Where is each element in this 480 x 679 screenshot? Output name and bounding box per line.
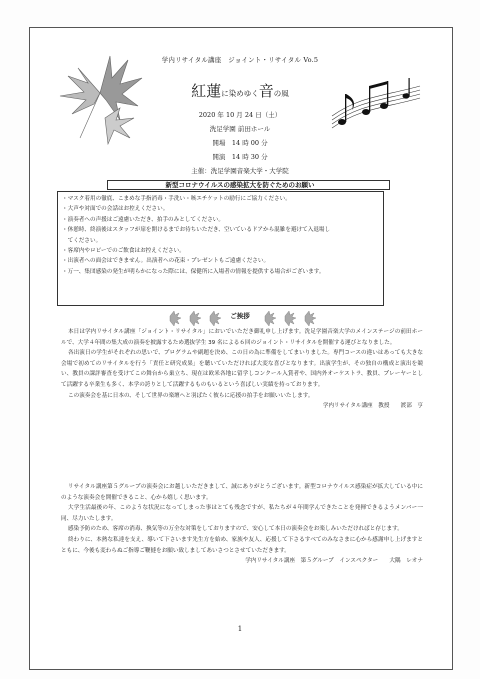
- greeting-paragraph: この演奏会を基に日本の、そして世界の楽壇へと羽ばたく彼らに応援の拍手をお願いいたします。: [68, 392, 314, 399]
- notice-heading: 新型コロナウイルスの感染拡大を防ぐためのお願い: [165, 181, 315, 189]
- greeting-heading: ご挨拶: [230, 312, 250, 320]
- notice-item: ・万一、集団感染の発生が明らかになった際には、保健所に入場者の情報を提供する場合がございます。: [62, 268, 325, 275]
- page-number: 1: [237, 625, 243, 633]
- greeting-paragraph: 各出演日の学生がそれぞれの思いで、プログラムや副題を決め、この日の為に準備をしてまいりました。専門コースの違いはあっても大きな会場で初めてのリサイタルを行う「責任と研究成果」を聴いていただければ大変な喜びとなります。出演学生が、その独自の構成と演出を競い、教員の課評審査を受けてこの舞台から巣立ち、現在は欧米各地に留学しコンクール入賞者や、国内外オーケストラ、教員、プレーヤーとして活躍する卒業生も多く、本学の誇りとして活躍するものもいるという喜ばしい実績を持っております。: [61, 350, 423, 388]
- greeting-body: [61, 327, 423, 412]
- greeting-signature: 学内リサイタル講座 教授 渡部 亨: [322, 403, 423, 410]
- event-start-time: 開演 14 時 30 分: [212, 153, 268, 161]
- concert-title: [0, 80, 480, 101]
- greeting-paragraph: 本日は学内リサイタル講座「ジョイント・リサイタル」においでいただき御礼申し上げます。洗足学園音楽大学のメインステージの前田ホールで、大学４年間の集大成の演奏を披露するため選抜学生 39 名による６回のジョイント・リサイタルを開催する運びとなりました。: [61, 329, 423, 346]
- notice-item: ・マスク着用の徹底、こまめな手指消毒・手洗い・咳エチケットの励行にご協力ください。: [62, 196, 291, 202]
- notice-item: ・出演者への面会はできません。出演者への花束・プレゼントもご遠慮ください。: [62, 258, 270, 265]
- title-part-2: に染めゆく: [221, 89, 259, 98]
- group-paragraph: 感染予防のため、客席の消毒、換気等の万全な対策をしておりますので、安心して本日の演奏会をお楽しみいただければと存じます。: [68, 526, 403, 533]
- group-message: [61, 482, 423, 567]
- notice-list: [57, 191, 384, 306]
- series-title: 学内リサイタル講座 ジョイント・リサイタル Vo.5: [161, 56, 319, 64]
- group-signature: 学内リサイタル講座 第５グループ インスペクター 大隅 レオナ: [245, 558, 423, 565]
- notice-item: ・演奏者への声援はご遠慮いただき、拍手のみとしてください。: [62, 216, 224, 223]
- event-organizer: 主催：洗足学園音楽大学・大学院: [191, 167, 289, 175]
- title-part-1: 紅蓮: [191, 82, 222, 100]
- event-date: 2020 年 10 月 24 日（土）: [198, 111, 282, 119]
- notice-item: ・大声や対面での会話はお控えください。: [62, 206, 169, 213]
- notice-item: ・客席内やロビーでのご飲食はお控えください。: [62, 248, 185, 255]
- notice-item: ・休憩時、終演後はスタッフが扉を開けるまでお待ちいただき、空いているドアから混雑を避けて入退場し: [62, 227, 331, 234]
- event-open-time: 開場 14 時 00 分: [212, 139, 268, 147]
- title-part-4: の風: [273, 89, 289, 98]
- group-paragraph: 終わりに、本熱な私達を支え、導いて下さいます先生方を始め、家族や友人、応援して下さるすべてのみなさまに心から感謝申し上げますとともに、今後も変わらぬご指導ご鞭撻をお願い致しましてあいさつとさせていただきます。: [61, 536, 423, 554]
- group-paragraph: リサイタル講座第５グループの演奏会にお越しいただきまして、誠にありがとうございます。新型コロナウイルス感染症が拡大している中にのような演奏会を開催できること、心から嬉しく思います。: [61, 484, 423, 501]
- title-part-3: 音: [258, 82, 274, 100]
- group-paragraph: 大学生活最後の年、このような状況になってしまった事はとても残念ですが、私たちが４年間学んできたことを発揮できるようメンバー一同、尽力いたします。: [61, 505, 423, 522]
- event-venue: 洗足学園 前田ホール: [209, 125, 271, 133]
- notice-item: てください。: [62, 237, 102, 244]
